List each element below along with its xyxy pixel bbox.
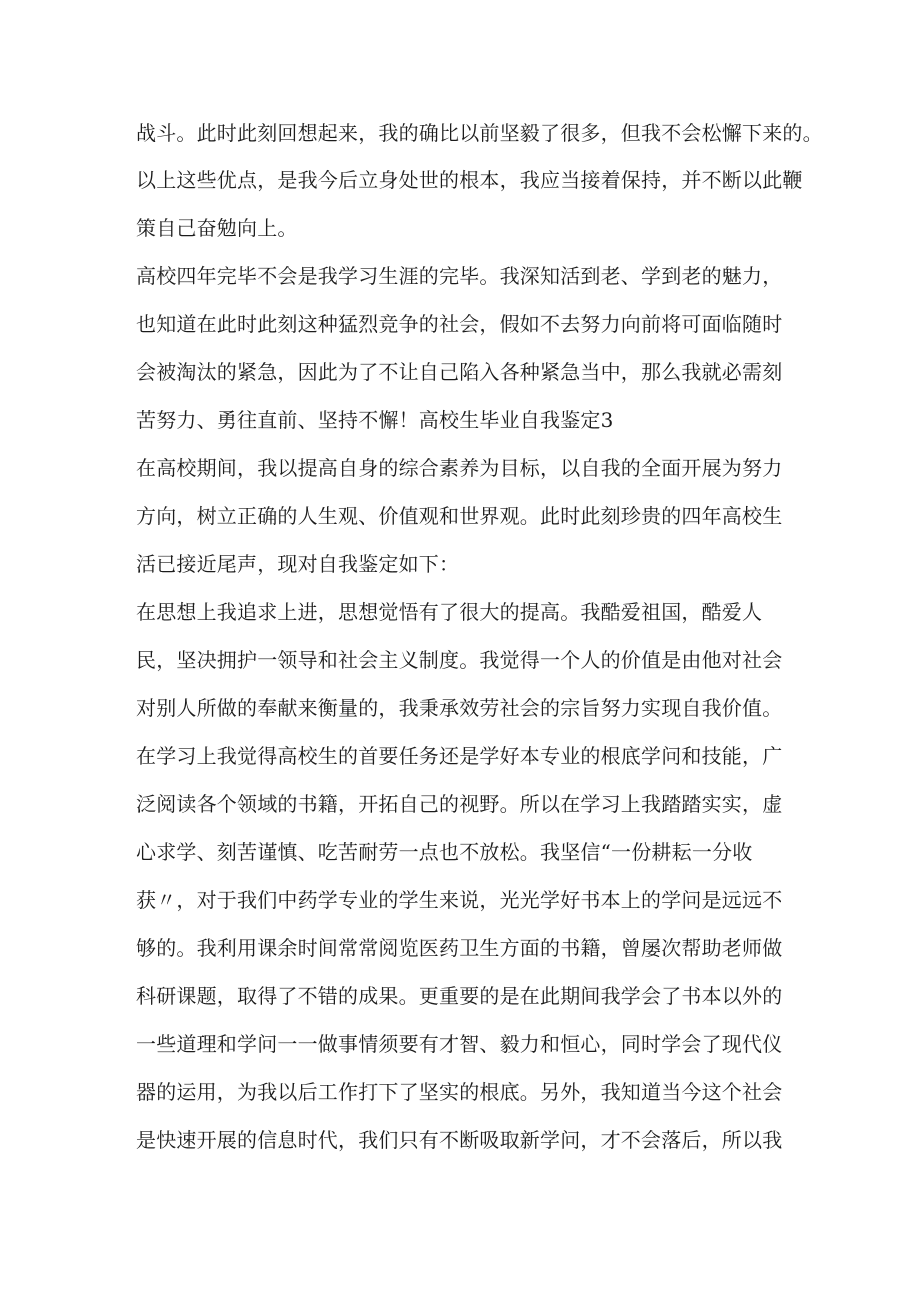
text-line: 策自己奋勉向上。: [136, 216, 298, 240]
text-line: 活已接近尾声，现对自我鉴定如下：: [136, 552, 460, 576]
text-line: 会被淘汰的紧急，因此为了不让自己陷入各种紧急当中，那么我就必需刻: [136, 360, 783, 384]
text-line: 够的。我利用课余时间常常阅览医药卫生方面的书籍，曾屡次帮助老师做: [136, 936, 783, 960]
text-line: 民，坚决拥护一领导和社会主义制度。我觉得一个人的价值是由他对社会: [136, 648, 783, 672]
text-line: 在学习上我觉得高校生的首要任务还是学好本专业的根底学问和技能，广: [136, 744, 783, 768]
text-line: 一些道理和学问一一做事情须要有才智、毅力和恒心，同时学会了现代仪: [136, 1032, 783, 1056]
text-line: 也知道在此时此刻这种猛烈竞争的社会，假如不去努力向前将可面临随时: [136, 312, 783, 336]
text-line: 科研课题，取得了不错的成果。更重要的是在此期间我学会了书本以外的: [136, 984, 783, 1008]
text-line: 方向，树立正确的人生观、价值观和世界观。此时此刻珍贵的四年高校生: [136, 504, 783, 528]
text-line: 器的运用，为我以后工作打下了坚实的根底。另外，我知道当今这个社会: [136, 1080, 783, 1104]
text-line: 泛阅读各个领域的书籍，开拓自己的视野。所以在学习上我踏踏实实，虚: [136, 792, 783, 816]
text-line: 是快速开展的信息时代，我们只有不断吸取新学问，才不会落后，所以我: [136, 1128, 783, 1152]
text-line: 心求学、刻苦谨慎、吃苦耐劳一点也不放松。我坚信“一份耕耘一分收: [136, 840, 753, 864]
text-line: 在高校期间，我以提高自身的综合素养为目标，以自我的全面开展为努力: [136, 456, 783, 480]
text-line: 以上这些优点，是我今后立身处世的根本，我应当接着保持，并不断以此鞭: [136, 168, 803, 192]
text-line: 在思想上我追求上进，思想觉悟有了很大的提高。我酷爱祖国，酷爱人: [136, 600, 763, 624]
text-line: 对别人所做的奉献来衡量的，我秉承效劳社会的宗旨努力实现自我价值。: [136, 696, 783, 720]
text-line: 获〃，对于我们中药学专业的学生来说，光光学好书本上的学问是远远不: [136, 888, 783, 912]
text-line: 高校四年完毕不会是我学习生涯的完毕。我深知活到老、学到老的魅力，: [136, 264, 783, 288]
text-line: 苦努力、勇往直前、坚持不懈！高校生毕业自我鉴定3: [136, 408, 614, 432]
text-line: 战斗。此时此刻回想起来，我的确比以前坚毅了很多，但我不会松懈下来的。: [136, 121, 823, 145]
